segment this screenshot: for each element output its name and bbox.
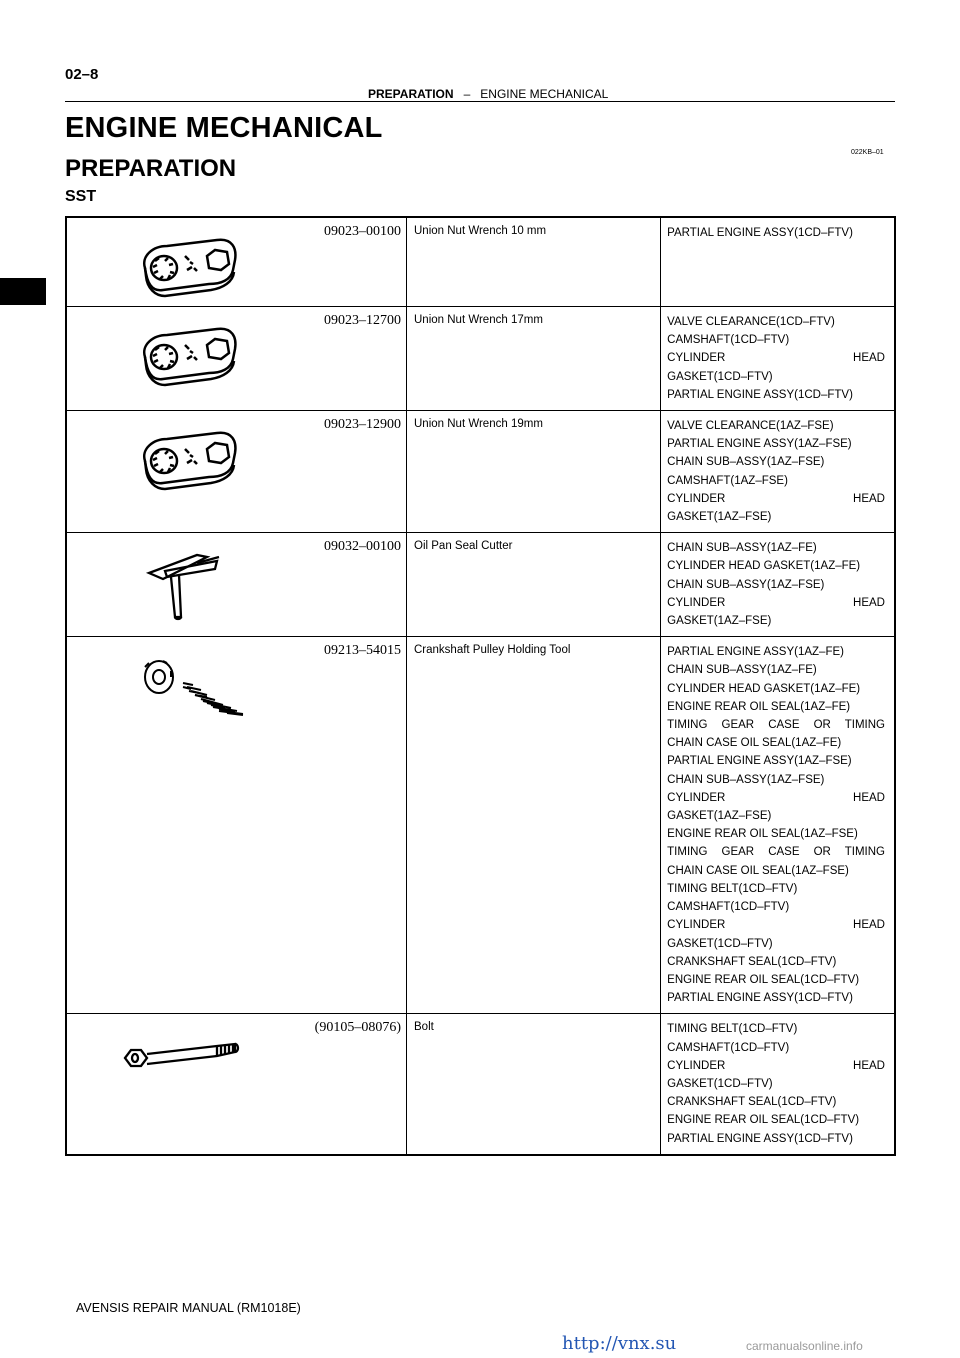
part-number: 09023–12900 <box>324 417 401 433</box>
usage-line: CYLINDER HEAD GASKET(1AZ–FE) <box>667 682 861 695</box>
sst-heading: SST <box>65 188 97 205</box>
part-number: (90105–08076) <box>314 1020 401 1036</box>
header-subsection: ENGINE MECHANICAL <box>480 87 609 101</box>
sst-row <box>66 1014 895 1155</box>
usage-line: TIMING GEAR CASE OR TIMING <box>667 719 885 732</box>
tool-name: Union Nut Wrench 19mm <box>407 411 661 533</box>
tool-name: Bolt <box>407 1014 661 1155</box>
usage-line: CAMSHAFT(1AZ–FSE) <box>667 474 788 487</box>
tool-usage-list <box>661 533 895 637</box>
usage-line: CYLINDER HEAD <box>667 1059 885 1072</box>
usage-line: VALVE CLEARANCE(1CD–FTV) <box>667 316 835 328</box>
usage-line: GASKET(1CD–FTV) <box>667 370 773 383</box>
tool-illustration-cell <box>66 307 407 411</box>
usage-line: TIMING GEAR CASE OR TIMING <box>667 846 885 859</box>
tool-usage-list <box>661 1014 895 1155</box>
usage-line: PARTIAL ENGINE ASSY(1CD–FTV) <box>667 388 853 401</box>
tool-usage-list <box>661 217 895 307</box>
document-code: 022KB–01 <box>851 149 884 156</box>
usage-line: CRANKSHAFT SEAL(1CD–FTV) <box>667 1096 837 1109</box>
part-number: 09032–00100 <box>324 539 401 555</box>
part-number: 09023–12700 <box>324 313 401 328</box>
usage-line: CHAIN SUB–ASSY(1AZ–FSE) <box>667 578 825 591</box>
watermark-link[interactable]: http://vnx.su <box>562 1333 677 1354</box>
usage-line: CYLINDER HEAD <box>667 919 885 932</box>
usage-line: CHAIN SUB–ASSY(1AZ–FSE) <box>667 456 825 469</box>
tool-usage-list <box>661 307 895 411</box>
header-section: PREPARATION <box>368 87 454 101</box>
usage-line: CYLINDER HEAD GASKET(1AZ–FE) <box>667 560 861 573</box>
part-number: 09213–54015 <box>324 643 401 659</box>
usage-line: CYLINDER HEAD <box>667 492 885 505</box>
usage-line: PARTIAL ENGINE ASSY(1AZ–FSE) <box>667 438 852 451</box>
usage-line: CHAIN SUB–ASSY(1AZ–FE) <box>667 664 817 677</box>
sst-table <box>65 216 896 1156</box>
usage-line: TIMING BELT(1CD–FTV) <box>667 1023 798 1036</box>
usage-line: GASKET(1CD–FTV) <box>667 937 773 950</box>
tool-illustration-cell <box>66 637 407 1014</box>
usage-line: CAMSHAFT(1CD–FTV) <box>667 901 790 914</box>
usage-line: GASKET(1AZ–FSE) <box>667 810 772 823</box>
usage-line: CAMSHAFT(1CD–FTV) <box>667 1041 790 1054</box>
tool-illustration-cell <box>66 1014 407 1155</box>
watermark-site: carmanualsonline.info <box>746 1339 863 1353</box>
usage-line: CYLINDER HEAD <box>667 596 885 609</box>
sst-row <box>66 217 895 307</box>
usage-line: CYLINDER HEAD <box>667 791 885 804</box>
usage-line: ENGINE REAR OIL SEAL(1CD–FTV) <box>667 1114 860 1127</box>
usage-line: TIMING BELT(1CD–FTV) <box>667 882 798 895</box>
tool-name: Crankshaft Pulley Holding Tool <box>407 637 661 1014</box>
usage-line: ENGINE REAR OIL SEAL(1AZ–FE) <box>667 700 851 713</box>
usage-line: CHAIN CASE OIL SEAL(1AZ–FSE) <box>667 864 849 877</box>
usage-line: CAMSHAFT(1CD–FTV) <box>667 334 790 347</box>
sst-row <box>66 533 895 637</box>
usage-line: ENGINE REAR OIL SEAL(1CD–FTV) <box>667 973 860 986</box>
header-rule <box>65 101 895 102</box>
usage-line: ENGINE REAR OIL SEAL(1AZ–FSE) <box>667 828 858 841</box>
usage-line: PARTIAL ENGINE ASSY(1CD–FTV) <box>667 1132 853 1145</box>
page-title: ENGINE MECHANICAL <box>65 112 383 144</box>
header-separator: – <box>463 87 471 101</box>
section-tab-marker <box>0 278 46 305</box>
tool-usage-list <box>661 637 895 1014</box>
footer: AVENSIS REPAIR MANUAL (RM1018E) <box>76 1301 301 1315</box>
tool-name: Oil Pan Seal Cutter <box>407 533 661 637</box>
tool-illustration-cell <box>66 411 407 533</box>
usage-line: CHAIN SUB–ASSY(1AZ–FSE) <box>667 773 825 786</box>
usage-line: CYLINDER HEAD <box>667 352 885 365</box>
page-number: 02–8 <box>65 66 99 83</box>
tool-illustration-cell <box>66 217 407 307</box>
usage-line: CRANKSHAFT SEAL(1CD–FTV) <box>667 955 837 968</box>
running-header <box>368 87 608 101</box>
usage-line: CHAIN SUB–ASSY(1AZ–FE) <box>667 542 817 555</box>
sst-row <box>66 307 895 411</box>
tool-name: Union Nut Wrench 10 mm <box>407 217 661 307</box>
usage-line: GASKET(1CD–FTV) <box>667 1077 773 1090</box>
page-subtitle: PREPARATION <box>65 155 237 182</box>
usage-line: CHAIN CASE OIL SEAL(1AZ–FE) <box>667 737 842 750</box>
usage-line: GASKET(1AZ–FSE) <box>667 615 772 628</box>
usage-line: PARTIAL ENGINE ASSY(1CD–FTV) <box>667 992 853 1005</box>
usage-line: PARTIAL ENGINE ASSY(1CD–FTV) <box>667 227 853 239</box>
sst-row <box>66 411 895 533</box>
tool-illustration-cell <box>66 533 407 637</box>
usage-line: VALVE CLEARANCE(1AZ–FSE) <box>667 420 834 433</box>
usage-line: GASKET(1AZ–FSE) <box>667 511 772 524</box>
tool-name: Union Nut Wrench 17mm <box>407 307 661 411</box>
part-number: 09023–00100 <box>324 224 401 239</box>
sst-row <box>66 637 895 1014</box>
usage-line: PARTIAL ENGINE ASSY(1AZ–FE) <box>667 646 844 659</box>
tool-usage-list <box>661 411 895 533</box>
usage-line: PARTIAL ENGINE ASSY(1AZ–FSE) <box>667 755 852 768</box>
